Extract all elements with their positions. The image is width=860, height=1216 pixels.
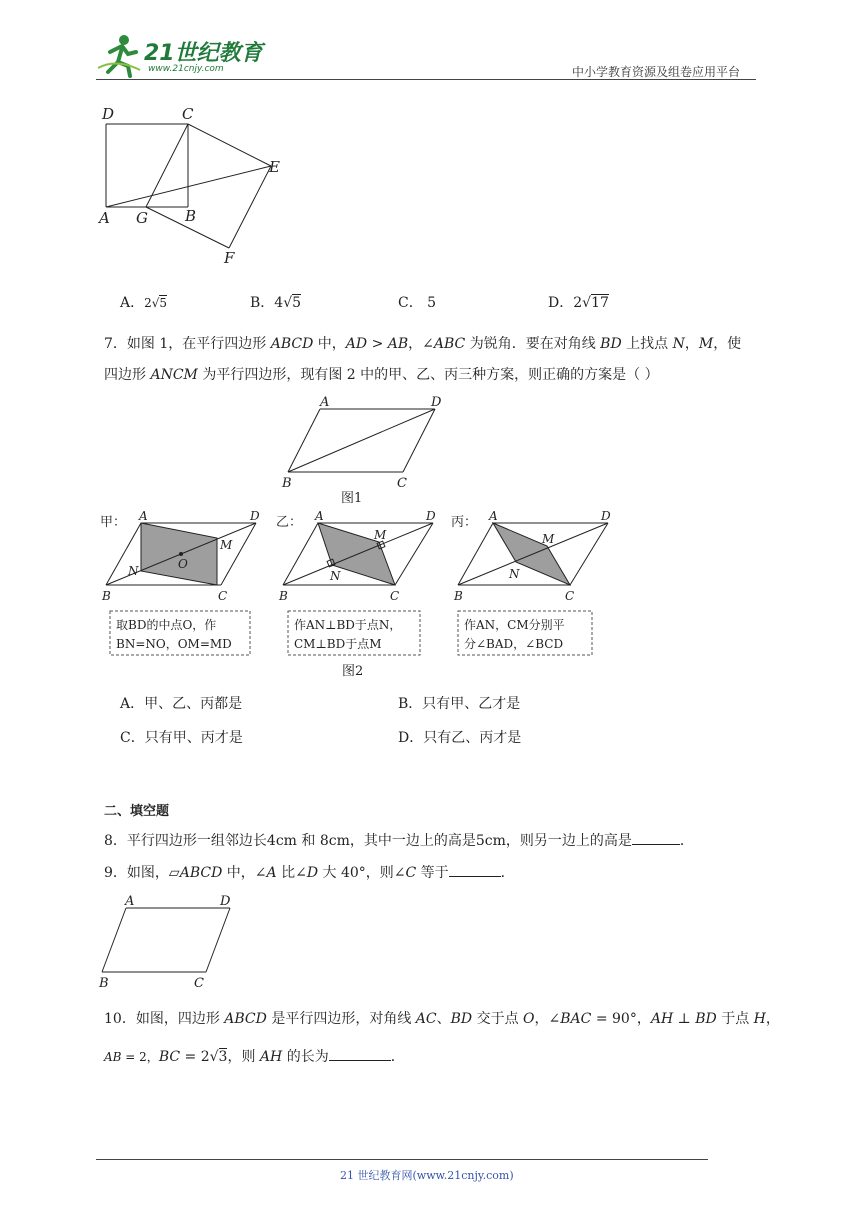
q7-option-b[interactable]: B．只有甲、乙才是 <box>398 696 521 712</box>
q6-option-c[interactable]: C． 5 <box>398 295 437 311</box>
section-fill-blank-title: 二、填空题 <box>104 804 170 819</box>
footer-rule <box>96 1159 708 1160</box>
svg-text:C: C <box>218 589 228 603</box>
svg-text:C: C <box>565 589 575 603</box>
sqrt-icon: √ <box>151 296 160 310</box>
q7-option-c[interactable]: C．只有甲、丙才是 <box>120 730 243 746</box>
q6-option-b[interactable]: B．4√5 <box>250 295 302 311</box>
q7-option-d[interactable]: D．只有乙、丙才是 <box>398 730 522 746</box>
q8-text: 8．平行四边形一组邻边长4cm 和 8cm，其中一边上的高是5cm，则另一边上的高是 ． <box>104 833 694 849</box>
runner-logo-icon <box>96 32 142 78</box>
svg-text:C: C <box>194 976 204 991</box>
header-platform-text: 中小学教育资源及组卷应用平台 <box>572 65 741 79</box>
svg-text:分∠BAD，∠BCD: 分∠BAD，∠BCD <box>464 637 564 651</box>
sqrt-icon: √ <box>209 1049 219 1065</box>
q9-text: 9．如图，▱ABCD 中，∠A 比∠D 大 40°，则∠C 等于 ． <box>104 865 515 881</box>
svg-text:C: C <box>390 589 400 603</box>
q7-line2: 四边形 ANCM 为平行四边形，现有图 2 中的甲、乙、丙三种方案，则正确的方案是（ ） <box>104 367 659 383</box>
svg-text:N: N <box>509 567 520 581</box>
answer-blank[interactable] <box>449 864 501 877</box>
svg-text:A: A <box>139 509 148 523</box>
svg-text:N: N <box>128 564 139 578</box>
svg-text:N: N <box>330 569 341 583</box>
svg-text:C: C <box>397 476 407 491</box>
header-logo <box>96 30 266 80</box>
sqrt-icon: √ <box>582 295 592 311</box>
label-C: C <box>182 105 194 123</box>
answer-blank[interactable] <box>632 832 680 845</box>
svg-text:丙：: 丙： <box>451 515 478 530</box>
seg-CE <box>188 124 271 166</box>
svg-text:CM⊥BD于点M: CM⊥BD于点M <box>294 637 382 651</box>
svg-text:作AN，CM分别平: 作AN，CM分别平 <box>464 618 565 632</box>
figure-q9 <box>96 890 246 992</box>
svg-text:A: A <box>125 894 135 909</box>
answer-blank[interactable] <box>329 1048 391 1061</box>
label-G: G <box>136 209 148 227</box>
label-A: A <box>99 209 110 227</box>
svg-text:M: M <box>542 532 555 546</box>
svg-text:D: D <box>220 894 231 909</box>
svg-text:乙：: 乙： <box>276 515 303 530</box>
svg-text:取BD的中点O，作: 取BD的中点O，作 <box>116 618 217 632</box>
svg-text:B: B <box>282 476 292 491</box>
svg-text:甲：: 甲： <box>100 515 127 530</box>
svg-text:M: M <box>374 528 387 542</box>
svg-text:B: B <box>454 589 463 603</box>
seg-EF <box>229 166 271 248</box>
q10-line2: AB = 2，BC = 2√3，则 AH 的长为 ． <box>104 1049 405 1065</box>
header-rule <box>96 79 756 80</box>
q10-line1: 10．如图，四边形 ABCD 是平行四边形，对角线 AC、BD 交于点 O，∠BAC = 90°，AH ⊥ BD 于点 H， <box>104 1011 780 1027</box>
svg-text:D: D <box>431 395 442 410</box>
scheme-yi <box>276 509 436 655</box>
q6-option-a[interactable]: A．2√5 <box>120 295 168 311</box>
scheme-jia <box>100 509 260 655</box>
svg-text:D: D <box>601 509 611 523</box>
logo-url: www.21cnjy.com <box>148 64 224 74</box>
logo-title: 21世纪教育 <box>144 41 263 66</box>
figure-q6 <box>96 100 296 270</box>
svg-text:BN=NO，OM=MD: BN=NO，OM=MD <box>116 637 232 651</box>
svg-text:D: D <box>250 509 260 523</box>
svg-text:B: B <box>279 589 288 603</box>
label-F: F <box>224 249 235 267</box>
figure-2 <box>96 505 616 680</box>
svg-text:O: O <box>178 557 188 571</box>
seg-CG <box>146 124 188 207</box>
label-E: E <box>269 158 280 176</box>
scheme-bing <box>451 509 611 655</box>
q7-option-a[interactable]: A．甲、乙、丙都是 <box>120 696 243 712</box>
label-B: B <box>185 207 197 225</box>
svg-text:A: A <box>489 509 498 523</box>
footer-text[interactable]: 21 世纪教育网(www.21cnjy.com) <box>340 1169 514 1182</box>
svg-text:D: D <box>426 509 436 523</box>
figure-2-caption: 图2 <box>342 664 364 679</box>
sqrt-icon: √ <box>283 295 293 311</box>
svg-text:A: A <box>320 395 330 410</box>
label-D: D <box>102 105 115 123</box>
svg-text:B: B <box>102 589 111 603</box>
figure-1 <box>275 392 455 507</box>
svg-text:作AN⊥BD于点N，: 作AN⊥BD于点N， <box>294 618 402 632</box>
q6-option-d[interactable]: D．2√17 <box>548 295 609 311</box>
q7-line1: 7．如图 1，在平行四边形 ABCD 中，AD > AB，∠ABC 为锐角．要在对角线 BD 上找点 N，M，使 <box>104 336 742 352</box>
figure-1-caption: 图1 <box>341 491 363 506</box>
svg-text:M: M <box>220 538 233 552</box>
svg-text:A: A <box>315 509 324 523</box>
svg-text:B: B <box>99 976 109 991</box>
